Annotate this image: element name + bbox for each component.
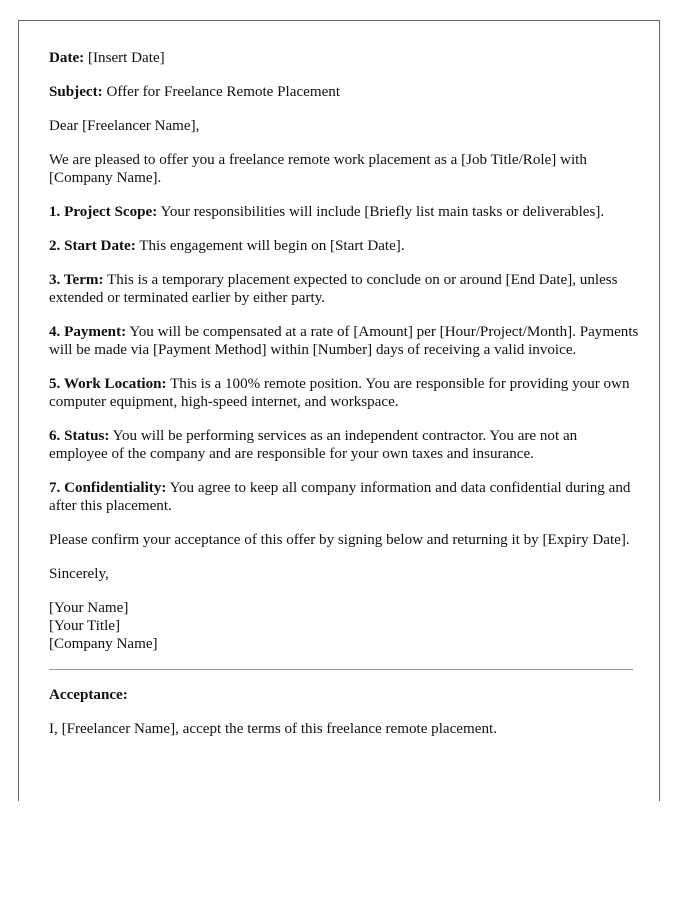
signer-company: [Company Name] [49,636,158,652]
signer-title: [Your Title] [49,618,121,634]
subject-line [49,83,639,101]
section-term [49,271,639,307]
letter-content [49,49,639,754]
subject-label: Subject: [49,84,103,100]
date-line [49,49,639,67]
date-label: Date: [49,50,85,66]
section-heading: 3. Term: [49,272,104,288]
section-confidentiality [49,479,639,515]
section-text: This engagement will begin on [Start Date]. [139,238,405,254]
section-status [49,427,639,463]
acceptance-heading [49,686,639,704]
section-text: You will be performing services as an independent contractor. You are not an employee of the company and are responsible for your own taxes and insurance. [49,428,578,462]
section-text: This is a 100% remote position. You are responsible for providing your own computer equipment, high-speed internet, and workspace. [49,376,630,410]
letter-page [18,20,660,801]
section-project-scope [49,203,639,221]
subject-value: Offer for Freelance Remote Placement [106,84,341,100]
acceptance-text: I, [Freelancer Name], accept the terms of this freelance remote placement. [49,721,497,737]
intro-paragraph: We are pleased to offer you a freelance remote work placement as a [Job Title/Role] with [Company Name]. [49,152,587,186]
salutation: Dear [Freelancer Name], [49,118,200,134]
section-start-date [49,237,639,255]
section-heading: 1. Project Scope: [49,204,158,220]
section-heading: 7. Confidentiality: [49,480,167,496]
section-heading: 6. Status: [49,428,110,444]
confirm-paragraph: Please confirm your acceptance of this offer by signing below and returning it by [Expiry Date]. [49,532,630,548]
section-text: This is a temporary placement expected to conclude on or around [End Date], unless extended or terminated earlier by either party. [49,272,618,306]
section-text: You agree to keep all company information and data confidential during and after this placement. [49,480,631,514]
section-payment [49,323,639,359]
section-heading: 2. Start Date: [49,238,136,254]
acceptance-heading-text: Acceptance: [49,687,128,703]
closing: Sincerely, [49,566,109,582]
signature-block [49,599,639,653]
divider [49,669,633,670]
section-heading: 5. Work Location: [49,376,167,392]
date-value: [Insert Date] [87,50,165,66]
section-text: Your responsibilities will include [Briefly list main tasks or deliverables]. [160,204,605,220]
section-heading: 4. Payment: [49,324,127,340]
section-text: You will be compensated at a rate of [Amount] per [Hour/Project/Month]. Payments will be made via [Payment Method] within [Number] days of receiving a valid invoice. [49,324,639,358]
section-work-location [49,375,639,411]
signer-name: [Your Name] [49,600,129,616]
